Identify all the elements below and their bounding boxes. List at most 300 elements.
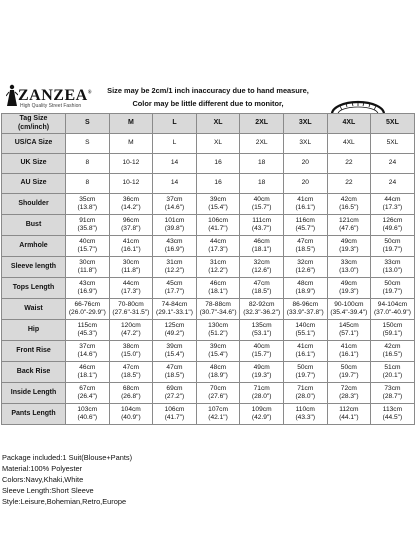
- tag-size-header: 5XL: [371, 114, 415, 134]
- table-cell: [196, 404, 240, 425]
- cm-value: 111cm: [252, 216, 272, 224]
- inch-value: (41.7"): [164, 414, 185, 421]
- cm-value: 109cm: [251, 405, 272, 413]
- measurement-row: [2, 278, 415, 299]
- measurement-row: [2, 383, 415, 404]
- size-conversion-row: [2, 134, 415, 154]
- inch-value: (12.6"): [295, 267, 316, 274]
- inch-value: (11.8"): [121, 267, 141, 274]
- inch-value: (32.3"-36.2"): [243, 309, 281, 316]
- inch-value: (18.9"): [295, 288, 316, 295]
- table-cell: [371, 299, 415, 320]
- cm-value: 41cm: [122, 237, 139, 245]
- table-cell: [371, 383, 415, 404]
- cm-value: 78-88cm: [205, 300, 231, 308]
- table-cell: 24: [371, 154, 415, 174]
- cm-value: 135cm: [251, 321, 272, 329]
- measurement-row: [2, 194, 415, 215]
- measurement-row: [2, 236, 415, 257]
- cm-value: 116cm: [295, 216, 315, 224]
- table-cell: 20: [283, 174, 327, 194]
- measurement-row: [2, 341, 415, 362]
- cm-value: 120cm: [120, 321, 141, 329]
- table-cell: 5XL: [371, 134, 415, 154]
- inch-value: (49.6"): [382, 225, 403, 232]
- inch-value: (55.1"): [295, 330, 316, 337]
- cm-value: 46cm: [79, 363, 96, 371]
- table-cell: 22: [327, 174, 371, 194]
- cm-value: 106cm: [208, 216, 228, 224]
- inch-value: (53.1"): [251, 330, 272, 337]
- table-cell: 16: [196, 174, 240, 194]
- inch-value: (12.2"): [208, 267, 228, 274]
- row-label: Hip: [2, 320, 66, 341]
- inch-value: (19.3"): [251, 372, 272, 379]
- notice-line-2: Color may be little different due to monitor,: [132, 99, 284, 108]
- table-cell: [66, 341, 110, 362]
- cm-value: 40cm: [253, 195, 270, 203]
- table-cell: [66, 194, 110, 215]
- table-cell: [283, 278, 327, 299]
- table-cell: [327, 236, 371, 257]
- inch-value: (16.5"): [382, 351, 403, 358]
- cm-value: 47cm: [253, 279, 270, 287]
- table-cell: [196, 341, 240, 362]
- cm-value: 73cm: [384, 384, 401, 392]
- table-cell: [327, 404, 371, 425]
- table-cell: [327, 299, 371, 320]
- cm-value: 44cm: [122, 279, 139, 287]
- cm-value: 41cm: [297, 195, 314, 203]
- table-cell: [240, 236, 284, 257]
- inch-value: (27.6"): [208, 393, 228, 400]
- size-conversion-row: [2, 154, 415, 174]
- inch-value: (35.8"): [77, 225, 98, 232]
- table-cell: [109, 257, 153, 278]
- inch-value: (16.1"): [295, 204, 316, 211]
- inch-value: (45.3"): [77, 330, 98, 337]
- table-cell: 10-12: [109, 174, 153, 194]
- inch-value: (17.3"): [121, 288, 141, 295]
- cm-value: 94-104cm: [377, 300, 408, 308]
- row-label: Pants Length: [2, 404, 66, 425]
- inch-value: (57.1"): [339, 330, 359, 337]
- cm-value: 49cm: [340, 237, 357, 245]
- cm-value: 37cm: [79, 342, 96, 350]
- cm-value: 69cm: [166, 384, 183, 392]
- cm-value: 44cm: [384, 195, 401, 203]
- note-line: Style:Leisure,Bohemian,Retro,Europe: [2, 497, 127, 506]
- tag-size-header: 4XL: [327, 114, 371, 134]
- brand-name: ZANZEA®: [18, 87, 92, 104]
- table-cell: [371, 194, 415, 215]
- table-cell: 4XL: [327, 134, 371, 154]
- inch-value: (43.7"): [251, 225, 272, 232]
- table-cell: [66, 320, 110, 341]
- inch-value: (13.0"): [382, 267, 403, 274]
- inch-value: (16.9"): [164, 246, 185, 253]
- table-cell: 18: [240, 154, 284, 174]
- table-cell: [153, 362, 197, 383]
- table-cell: [196, 299, 240, 320]
- cm-value: 82-92cm: [248, 300, 275, 308]
- cm-value: 39cm: [210, 195, 227, 203]
- table-cell: 10-12: [109, 154, 153, 174]
- cm-value: 96cm: [122, 216, 139, 224]
- corner-label: Tag Size (cm/inch): [2, 114, 66, 134]
- note-line: Package included:1 Suit(Blouse+Pants): [2, 453, 133, 462]
- table-cell: [240, 362, 284, 383]
- inch-value: (47.6"): [339, 225, 359, 232]
- inch-value: (13.8"): [77, 204, 98, 211]
- table-cell: [240, 215, 284, 236]
- row-label: Sleeve length: [2, 257, 66, 278]
- measurement-row: [2, 320, 415, 341]
- cm-value: 74-84cm: [161, 300, 188, 308]
- row-label: AU Size: [2, 174, 66, 194]
- table-cell: [371, 404, 415, 425]
- cm-value: 47cm: [122, 363, 139, 371]
- tag-size-header: 2XL: [240, 114, 284, 134]
- size-conversion-row: [2, 174, 415, 194]
- brand-logo: [6, 84, 98, 110]
- table-cell: [371, 215, 415, 236]
- cm-value: 51cm: [384, 363, 401, 371]
- table-cell: [196, 194, 240, 215]
- inch-value: (44.1"): [339, 414, 359, 421]
- inch-value: (49.2"): [164, 330, 185, 337]
- table-cell: [327, 194, 371, 215]
- table-cell: 2XL: [240, 134, 284, 154]
- table-cell: 24: [371, 174, 415, 194]
- cm-value: 39cm: [210, 342, 227, 350]
- table-cell: [196, 362, 240, 383]
- cm-value: 67cm: [79, 384, 96, 392]
- tag-size-header: M: [109, 114, 153, 134]
- inch-value: (19.7"): [339, 372, 359, 379]
- inch-value: (11.8"): [77, 267, 97, 274]
- table-cell: [371, 341, 415, 362]
- inch-value: (43.3"): [295, 414, 316, 421]
- table-cell: [283, 320, 327, 341]
- tag-size-header: 3XL: [283, 114, 327, 134]
- inch-value: (18.1"): [208, 288, 228, 295]
- inch-value: (18.5"): [295, 246, 316, 253]
- table-cell: [196, 278, 240, 299]
- inch-value: (27.6"-31.5"): [112, 309, 150, 316]
- cm-value: 125cm: [164, 321, 185, 329]
- table-cell: [240, 341, 284, 362]
- cm-value: 45cm: [166, 279, 183, 287]
- cm-value: 32cm: [297, 258, 314, 266]
- inch-value: (28.0"): [295, 393, 316, 400]
- cm-value: 33cm: [340, 258, 357, 266]
- cm-value: 140cm: [295, 321, 316, 329]
- inch-value: (16.1"): [295, 351, 316, 358]
- note-line: Material:100% Polyester: [2, 464, 83, 473]
- table-cell: [109, 341, 153, 362]
- table-cell: 3XL: [283, 134, 327, 154]
- note-line: Colors:Navy,Khaki,White: [2, 475, 84, 484]
- table-cell: [66, 404, 110, 425]
- inch-value: (16.1"): [121, 246, 141, 253]
- table-cell: [327, 320, 371, 341]
- cm-value: 32cm: [253, 258, 270, 266]
- table-cell: [109, 194, 153, 215]
- table-cell: [109, 320, 153, 341]
- inch-value: (26.0"-29.9"): [68, 309, 106, 316]
- table-cell: [153, 215, 197, 236]
- table-cell: [196, 236, 240, 257]
- note-line: Sleeve Length:Short Sleeve: [2, 486, 94, 495]
- row-label: Tops Length: [2, 278, 66, 299]
- size-chart-table: [1, 113, 415, 425]
- inch-value: (15.4"): [164, 351, 185, 358]
- table-cell: 14: [153, 174, 197, 194]
- table-cell: 22: [327, 154, 371, 174]
- cm-value: 31cm: [210, 258, 227, 266]
- row-label: Waist: [2, 299, 66, 320]
- cm-value: 36cm: [122, 195, 139, 203]
- inch-value: (18.1"): [77, 372, 98, 379]
- cm-value: 37cm: [166, 195, 183, 203]
- row-label: Shoulder: [2, 194, 66, 215]
- table-cell: [283, 299, 327, 320]
- cm-value: 50cm: [340, 363, 357, 371]
- cm-value: 30cm: [79, 258, 96, 266]
- table-cell: 20: [283, 154, 327, 174]
- cm-value: 35cm: [79, 195, 96, 203]
- row-label: Front Rise: [2, 341, 66, 362]
- inch-value: (37.8"): [121, 225, 141, 232]
- table-cell: [240, 320, 284, 341]
- inch-value: (27.2"): [164, 393, 185, 400]
- measurement-row: [2, 215, 415, 236]
- cm-value: 126cm: [382, 216, 403, 224]
- table-cell: [66, 257, 110, 278]
- row-label: Bust: [2, 215, 66, 236]
- inch-value: (18.1"): [251, 246, 272, 253]
- cm-value: 33cm: [384, 258, 401, 266]
- cm-value: 38cm: [122, 342, 139, 350]
- cm-value: 41cm: [297, 342, 314, 350]
- cm-value: 68cm: [122, 384, 139, 392]
- table-cell: [66, 278, 110, 299]
- table-cell: [371, 278, 415, 299]
- cm-value: 106cm: [164, 405, 185, 413]
- table-cell: [240, 257, 284, 278]
- table-cell: [109, 404, 153, 425]
- cm-value: 150cm: [382, 321, 403, 329]
- row-label: UK Size: [2, 154, 66, 174]
- measurement-row: [2, 404, 415, 425]
- inch-value: (18.5"): [164, 372, 185, 379]
- cm-value: 112cm: [339, 405, 359, 413]
- header: [0, 0, 416, 112]
- table-cell: [109, 362, 153, 383]
- inch-value: (28.0"): [251, 393, 272, 400]
- inch-value: (16.5"): [339, 204, 359, 211]
- row-label: Back Rise: [2, 362, 66, 383]
- table-cell: [153, 383, 197, 404]
- cm-value: 107cm: [208, 405, 228, 413]
- table-cell: [327, 215, 371, 236]
- table-cell: [327, 278, 371, 299]
- cm-value: 48cm: [210, 363, 227, 371]
- table-cell: 18: [240, 174, 284, 194]
- inch-value: (20.1"): [382, 372, 403, 379]
- cm-value: 115cm: [77, 321, 97, 329]
- cm-value: 46cm: [253, 237, 270, 245]
- cm-value: 110cm: [295, 405, 315, 413]
- cm-value: 48cm: [297, 279, 314, 287]
- table-cell: [66, 299, 110, 320]
- inch-value: (35.4"-39.4"): [330, 309, 368, 316]
- cm-value: 121cm: [338, 216, 359, 224]
- inch-value: (28.7"): [382, 393, 403, 400]
- cm-value: 49cm: [253, 363, 270, 371]
- table-cell: [283, 257, 327, 278]
- table-cell: [109, 383, 153, 404]
- tag-size-header: XL: [196, 114, 240, 134]
- inch-value: (19.7"): [382, 246, 403, 253]
- brand-tagline: High Quality Street Fashion: [20, 103, 82, 109]
- cm-value: 71cm: [253, 384, 270, 392]
- table-cell: [371, 257, 415, 278]
- table-cell: [109, 236, 153, 257]
- inch-value: (15.4"): [208, 351, 228, 358]
- table-cell: [153, 278, 197, 299]
- product-notes: [2, 452, 412, 507]
- table-cell: [153, 404, 197, 425]
- table-cell: [283, 362, 327, 383]
- cm-value: 44cm: [210, 237, 227, 245]
- cm-value: 50cm: [297, 363, 314, 371]
- inch-value: (42.9"): [251, 414, 272, 421]
- table-cell: [283, 404, 327, 425]
- inch-value: (12.2"): [164, 267, 185, 274]
- inch-value: (28.3"): [339, 393, 359, 400]
- inch-value: (40.6"): [77, 414, 98, 421]
- inch-value: (14.6"): [77, 351, 98, 358]
- inch-value: (18.5"): [121, 372, 141, 379]
- table-cell: [153, 257, 197, 278]
- inch-value: (45.7"): [295, 225, 316, 232]
- inch-value: (17.3"): [382, 204, 403, 211]
- inch-value: (42.1"): [208, 414, 228, 421]
- cm-value: 91cm: [79, 216, 96, 224]
- inch-value: (15.7"): [251, 351, 272, 358]
- cm-value: 50cm: [384, 279, 401, 287]
- cm-value: 101cm: [164, 216, 185, 224]
- inch-value: (15.7"): [77, 246, 98, 253]
- table-cell: 14: [153, 154, 197, 174]
- cm-value: 39cm: [166, 342, 183, 350]
- table-cell: [240, 194, 284, 215]
- inch-value: (41.7"): [208, 225, 228, 232]
- inch-value: (26.8"): [121, 393, 141, 400]
- table-cell: [283, 215, 327, 236]
- table-cell: [327, 383, 371, 404]
- cm-value: 42cm: [340, 195, 357, 203]
- table-cell: [153, 194, 197, 215]
- table-cell: [153, 236, 197, 257]
- cm-value: 40cm: [253, 342, 270, 350]
- table-cell: XL: [196, 134, 240, 154]
- table-cell: [240, 299, 284, 320]
- inch-value: (44.5"): [382, 414, 403, 421]
- table-cell: [153, 320, 197, 341]
- inch-value: (26.4"): [77, 393, 98, 400]
- row-label: Inside Length: [2, 383, 66, 404]
- row-label: Armhole: [2, 236, 66, 257]
- table-cell: [283, 341, 327, 362]
- table-cell: [371, 236, 415, 257]
- cm-value: 30cm: [122, 258, 139, 266]
- table-cell: [109, 299, 153, 320]
- cm-value: 86-96cm: [292, 300, 319, 308]
- cm-value: 71cm: [297, 384, 314, 392]
- inch-value: (18.9"): [208, 372, 228, 379]
- row-label: US/CA Size: [2, 134, 66, 154]
- cm-value: 66-76cm: [74, 300, 101, 308]
- inch-value: (14.6"): [164, 204, 185, 211]
- table-cell: 16: [196, 154, 240, 174]
- inch-value: (19.7"): [295, 372, 316, 379]
- cm-value: 42cm: [384, 342, 401, 350]
- table-cell: [196, 383, 240, 404]
- cm-value: 43cm: [79, 279, 96, 287]
- notice-line-1: Size may be 2cm/1 inch inaccuracy due to hand measure,: [107, 86, 309, 95]
- cm-value: 47cm: [166, 363, 183, 371]
- table-cell: [327, 341, 371, 362]
- tag-size-row: [2, 114, 415, 134]
- cm-value: 70-80cm: [118, 300, 144, 308]
- inch-value: (15.4"): [208, 204, 228, 211]
- cm-value: 145cm: [338, 321, 359, 329]
- cm-value: 113cm: [382, 405, 403, 413]
- cm-value: 70cm: [210, 384, 227, 392]
- inch-value: (17.7"): [164, 288, 185, 295]
- table-cell: [240, 383, 284, 404]
- cm-value: 103cm: [77, 405, 98, 413]
- measurement-row: [2, 299, 415, 320]
- inch-value: (16.9"): [77, 288, 98, 295]
- table-cell: [109, 278, 153, 299]
- inch-value: (15.7"): [251, 204, 272, 211]
- cm-value: 130cm: [208, 321, 228, 329]
- cm-value: 50cm: [384, 237, 401, 245]
- woman-silhouette-icon: [6, 84, 18, 108]
- inch-value: (19.7"): [382, 288, 403, 295]
- cm-value: 47cm: [297, 237, 314, 245]
- cm-value: 49cm: [340, 279, 357, 287]
- inch-value: (13.0"): [339, 267, 359, 274]
- inch-value: (19.3"): [339, 246, 359, 253]
- table-cell: [371, 362, 415, 383]
- table-cell: [240, 278, 284, 299]
- inch-value: (30.7"-34.6"): [199, 309, 237, 316]
- table-cell: [196, 215, 240, 236]
- inch-value: (47.2"): [121, 330, 141, 337]
- inch-value: (18.5"): [251, 288, 272, 295]
- inch-value: (39.8"): [164, 225, 185, 232]
- inch-value: (59.1"): [382, 330, 403, 337]
- cm-value: 31cm: [166, 258, 183, 266]
- inch-value: (37.0"-40.9"): [373, 309, 411, 316]
- table-cell: M: [109, 134, 153, 154]
- cm-value: 104cm: [120, 405, 141, 413]
